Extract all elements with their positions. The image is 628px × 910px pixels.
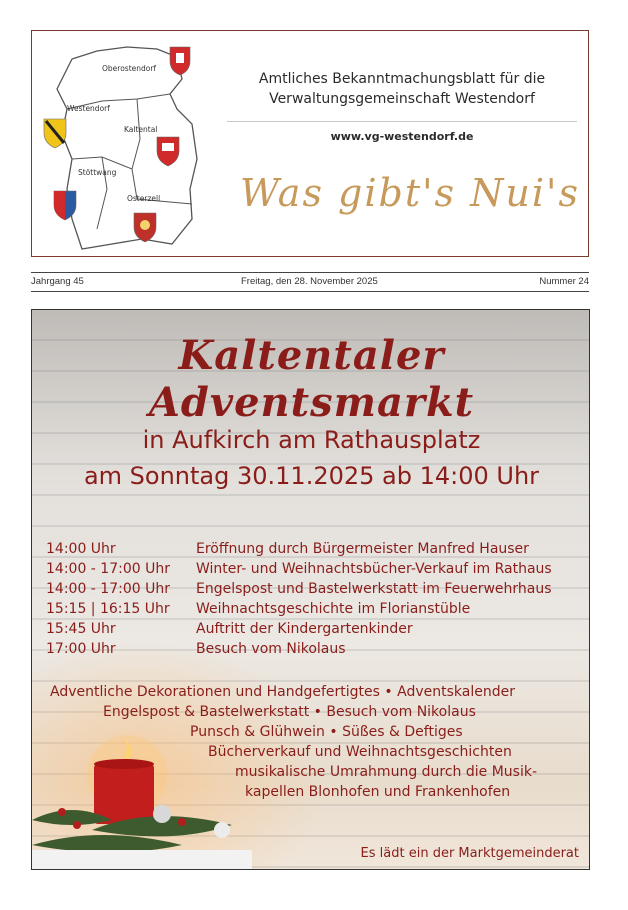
schedule-row — [46, 579, 586, 599]
schedule-desc: Besuch vom Nikolaus — [196, 641, 346, 657]
issue-date: Freitag, den 28. November 2025 — [241, 276, 378, 287]
feature-line: Engelspost & Bastelwerkstatt • Besuch vom Nikolaus — [103, 704, 476, 720]
slogan: Was gibt's Nui's — [240, 171, 580, 215]
feature-line: kapellen Blonhofen und Frankenhofen — [245, 784, 511, 800]
advent-market-poster — [31, 309, 590, 870]
schedule-desc: Winter- und Weihnachtsbücher-Verkauf im Rathaus — [196, 561, 552, 577]
schedule-time: 14:00 - 17:00 Uhr — [46, 561, 170, 577]
candle-decoration — [32, 730, 252, 870]
schedule-desc: Engelspost und Bastelwerkstatt im Feuerwehrhaus — [196, 581, 552, 597]
berry-icon — [178, 818, 186, 826]
schedule-row — [46, 639, 586, 659]
feature-line: Adventliche Dekorationen und Handgefertigtes • Adventskalender — [50, 684, 515, 700]
map-label-kaltental: Kaltental — [124, 125, 158, 134]
issue-number: Nummer 24 — [539, 276, 589, 287]
schedule-time: 14:00 Uhr — [46, 541, 116, 557]
invitation-note: Es lädt ein der Marktgemeinderat — [360, 846, 579, 861]
region-map — [42, 39, 212, 251]
schedule-time: 17:00 Uhr — [46, 641, 116, 657]
schedule-row — [46, 619, 586, 639]
schedule — [46, 539, 586, 659]
berry-icon — [58, 808, 66, 816]
map-label-stoettwang: Stöttwang — [78, 168, 117, 177]
schedule-desc: Eröffnung durch Bürgermeister Manfred Hauser — [196, 541, 529, 557]
candle-icon — [94, 764, 154, 824]
issue-info-bar — [31, 272, 589, 292]
poster-date: am Sonntag 30.11.2025 ab 14:00 Uhr — [83, 462, 540, 490]
ornament-icon — [214, 822, 230, 838]
schedule-desc: Auftritt der Kindergartenkinder — [196, 621, 413, 637]
feature-line: Punsch & Glühwein • Süßes & Deftiges — [190, 724, 463, 740]
title-line-1: Amtliches Bekanntmachungsblatt für die — [258, 71, 546, 87]
map-label-westendorf: Westendorf — [67, 104, 110, 113]
jahrgang: Jahrgang 45 — [31, 276, 84, 287]
berry-icon — [73, 821, 81, 829]
feature-line: Bücherverkauf und Weihnachtsgeschichten — [208, 744, 512, 760]
schedule-row — [46, 539, 586, 559]
divider — [227, 121, 577, 122]
ornament-icon — [153, 805, 171, 823]
schedule-desc: Weihnachtsgeschichte im Florianstüble — [196, 601, 471, 617]
map-label-osterzell: Osterzell — [127, 194, 161, 203]
title-line-2: Verwaltungsgemeinschaft Westendorf — [269, 91, 535, 107]
schedule-time: 15:15 | 16:15 Uhr — [46, 601, 170, 617]
coat-of-arms-westendorf — [44, 119, 66, 148]
website-link[interactable]: www.vg-westendorf.de — [330, 130, 474, 143]
schedule-row — [46, 559, 586, 579]
schedule-time: 14:00 - 17:00 Uhr — [46, 581, 170, 597]
schedule-row — [46, 599, 586, 619]
feature-line: musikalische Umrahmung durch die Musik- — [235, 764, 538, 780]
schedule-time: 15:45 Uhr — [46, 621, 116, 637]
masthead — [31, 30, 589, 257]
map-label-oberostendorf: Oberostendorf — [102, 64, 157, 73]
title-block — [227, 69, 577, 143]
poster-place: in Aufkirch am Rathausplatz — [142, 426, 481, 454]
poster-title: Kaltentaler Adventsmarkt — [148, 332, 475, 426]
